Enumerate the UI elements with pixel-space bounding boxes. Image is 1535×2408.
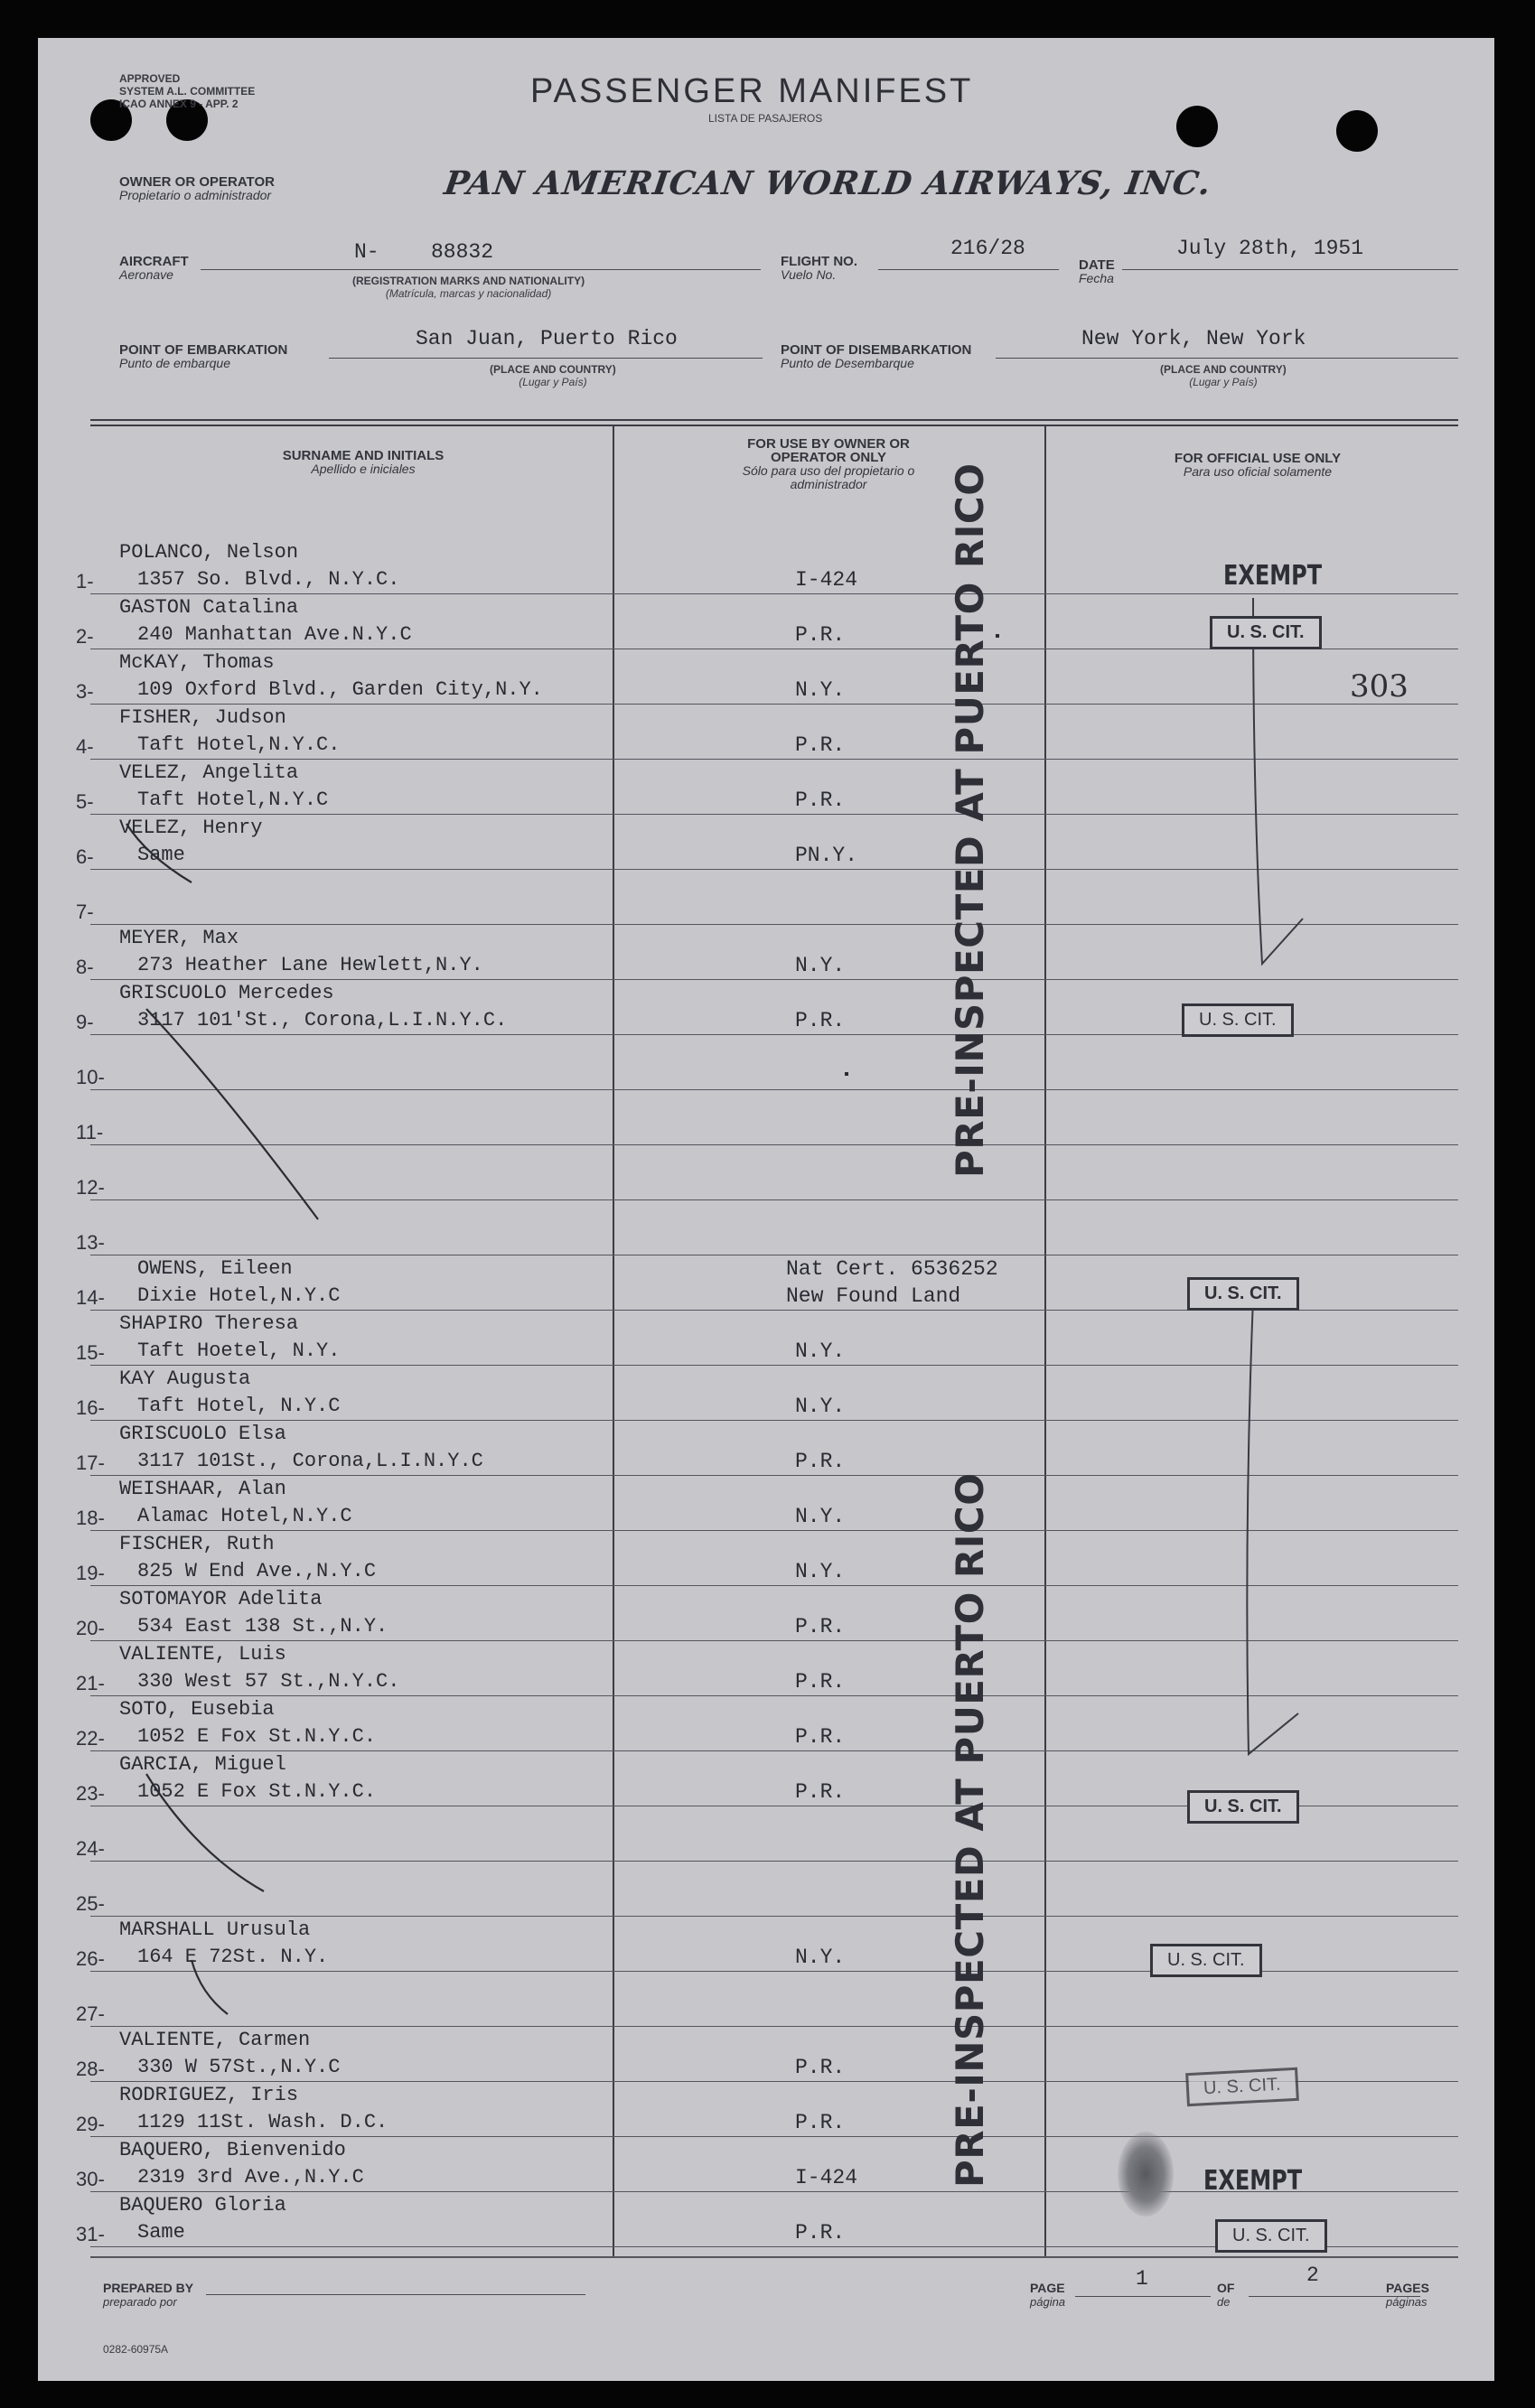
passenger-address: 1052 E Fox St.N.Y.C. — [137, 1780, 377, 1803]
bracket-line — [1247, 1298, 1298, 1754]
strike-line — [146, 1774, 264, 1891]
operator-use: N.Y. — [795, 1560, 846, 1583]
col-header-name: SURNAME AND INITIALS Apellido e iniciales — [282, 448, 445, 476]
row-number: 5- — [76, 790, 94, 813]
passenger-name: McKAY, Thomas — [119, 651, 275, 674]
embark-label: POINT OF EMBARKATION Punto de embarque — [119, 342, 288, 370]
operator-use: P.R. — [795, 789, 846, 812]
approval-line: ICAO ANNEX 9 - APP. 2 — [119, 98, 239, 110]
row-number: 4- — [76, 735, 94, 758]
operator-use: I-424 — [795, 2166, 858, 2189]
page-label: PAGE página — [1030, 2281, 1066, 2309]
passenger-address: Same — [137, 2221, 185, 2244]
preinspected-stamp: PRE-INSPECTED AT PUERTO RICO — [948, 1472, 992, 2188]
passenger-address: 3117 101'St., Corona,L.I.N.Y.C. — [137, 1009, 508, 1031]
operator-use: P.R. — [795, 2056, 846, 2079]
owner-name: PAN AMERICAN WORLD AIRWAYS, INC. — [442, 164, 1214, 202]
preinspected-stamp: PRE-INSPECTED AT PUERTO RICO — [948, 462, 992, 1178]
operator-use: P.R. — [795, 1780, 846, 1804]
row-number: 16- — [76, 1396, 105, 1419]
col-header-owner: FOR USE BY OWNER OR OPERATOR ONLY Sólo para uso del propietario o administrador — [742, 436, 915, 491]
passenger-address: Taft Hotel,N.Y.C. — [137, 733, 341, 756]
row-number: 28- — [76, 2058, 105, 2080]
passenger-name: VELEZ, Henry — [119, 817, 263, 839]
page-title: PASSENGER MANIFEST — [530, 72, 974, 110]
operator-use: P.R. — [795, 2111, 846, 2134]
passenger-name: RODRIGUEZ, Iris — [119, 2084, 299, 2106]
passenger-address: Same — [137, 844, 185, 866]
operator-use: PN.Y. — [795, 844, 858, 867]
operator-use: N.Y. — [795, 1339, 846, 1363]
aircraft-label: AIRCRAFT Aeronave — [119, 254, 189, 282]
strike-line — [146, 1009, 318, 1219]
passenger-address: 240 Manhattan Ave.N.Y.C — [137, 623, 412, 646]
passenger-name: GRISCUOLO Mercedes — [119, 982, 334, 1004]
operator-use: I-424 — [795, 568, 858, 592]
row-number: 14- — [76, 1286, 105, 1309]
operator-use: P.R. — [795, 1670, 846, 1694]
flight-label: FLIGHT NO. Vuelo No. — [781, 254, 857, 282]
passenger-name: VELEZ, Angelita — [119, 761, 299, 784]
row-number: 21- — [76, 1672, 105, 1694]
passenger-name: BAQUERO Gloria — [119, 2194, 286, 2217]
passenger-name: OWENS, Eileen — [137, 1257, 293, 1280]
pages-label: PAGES páginas — [1386, 2281, 1429, 2309]
exempt-stamp: EXEMPT — [1203, 2165, 1303, 2197]
operator-use: N.Y. — [795, 1946, 846, 1969]
row-number: 29- — [76, 2113, 105, 2135]
operator-use: N.Y. — [795, 954, 846, 977]
official-number: 303 — [1350, 668, 1409, 705]
operator-use: P.R. — [795, 623, 846, 647]
passenger-address: Taft Hoetel, N.Y. — [137, 1339, 341, 1362]
passenger-name: FISHER, Judson — [119, 706, 286, 729]
passenger-name: KAY Augusta — [119, 1367, 251, 1390]
row-number: 9- — [76, 1011, 94, 1033]
row-number: 3- — [76, 680, 94, 703]
row-number: 20- — [76, 1617, 105, 1639]
row-number: 27- — [76, 2002, 105, 2025]
operator-use: P.R. — [795, 1615, 846, 1638]
col-header-official: FOR OFFICIAL USE ONLY Para uso oficial solamente — [1174, 451, 1342, 479]
row-number: 13- — [76, 1231, 105, 1254]
us-cit-stamp: U. S. CIT. — [1187, 1790, 1299, 1824]
passenger-address: 273 Heather Lane Hewlett,N.Y. — [137, 954, 483, 976]
operator-use: P.R. — [795, 2221, 846, 2245]
passenger-address: 164 E 72St. N.Y. — [137, 1946, 329, 1968]
strike-line — [126, 824, 192, 882]
passenger-address: Dixie Hotel,N.Y.C — [137, 1284, 341, 1307]
row-number: 11- — [76, 1121, 104, 1143]
page-total: 2 — [1306, 2263, 1319, 2287]
manifest-page — [38, 38, 1494, 2381]
passenger-name: VALIENTE, Carmen — [119, 2029, 311, 2051]
bracket-line — [1253, 598, 1303, 964]
row-number: 19- — [76, 1562, 105, 1584]
us-cit-stamp: U. S. CIT. — [1215, 2219, 1327, 2253]
passenger-address: 2319 3rd Ave.,N.Y.C — [137, 2166, 364, 2189]
aircraft-prefix: N- — [354, 240, 379, 264]
operator-use: N.Y. — [795, 1505, 846, 1528]
us-cit-stamp: U. S. CIT. — [1182, 1003, 1294, 1037]
embark-caption: (PLACE AND COUNTRY) (Lugar y País) — [490, 363, 616, 388]
passenger-address: 534 East 138 St.,N.Y. — [137, 1615, 388, 1638]
row-number: 25- — [76, 1892, 105, 1915]
operator-use: P.R. — [795, 1450, 846, 1473]
row-number: 12- — [76, 1176, 105, 1199]
disembark-caption: (PLACE AND COUNTRY) (Lugar y País) — [1160, 363, 1287, 388]
row-number: 6- — [76, 845, 94, 868]
us-cit-stamp: U. S. CIT. — [1150, 1944, 1262, 1977]
passenger-address: Taft Hotel, N.Y.C — [137, 1395, 341, 1417]
prepared-by-label: PREPARED BY preparado por — [103, 2281, 194, 2309]
row-number: 24- — [76, 1837, 105, 1860]
passenger-address: 825 W End Ave.,N.Y.C — [137, 1560, 377, 1582]
passenger-address: 109 Oxford Blvd., Garden City,N.Y. — [137, 678, 543, 701]
passenger-name: MARSHALL Urusula — [119, 1918, 311, 1941]
us-cit-stamp: U. S. CIT. — [1210, 616, 1322, 649]
page-subtitle: LISTA DE PASAJEROS — [708, 112, 823, 125]
row-number: 7- — [76, 901, 94, 923]
passenger-name: VALIENTE, Luis — [119, 1643, 286, 1666]
page-number: 1 — [1136, 2267, 1148, 2291]
strike-line — [192, 1960, 228, 2014]
passenger-name: GARCIA, Miguel — [119, 1753, 286, 1776]
passenger-name: GRISCUOLO Elsa — [119, 1423, 286, 1445]
row-number: 15- — [76, 1341, 105, 1364]
row-number: 30- — [76, 2168, 105, 2190]
row-number: 22- — [76, 1727, 105, 1750]
form-code: 0282-60975A — [103, 2343, 169, 2356]
exempt-stamp: EXEMPT — [1223, 560, 1323, 592]
passenger-address: Alamac Hotel,N.Y.C — [137, 1505, 352, 1527]
passenger-name: SOTOMAYOR Adelita — [119, 1588, 323, 1610]
passenger-address: 330 W 57St.,N.Y.C — [137, 2056, 341, 2078]
flight-value: 216/28 — [950, 237, 1025, 260]
operator-use: P.R. — [795, 1009, 846, 1032]
approval-line: SYSTEM A.L. COMMITTEE — [119, 85, 256, 98]
disembark-value: New York, New York — [1081, 327, 1306, 350]
operator-use-line2: New Found Land — [786, 1284, 961, 1308]
strike-lines — [38, 38, 1494, 2381]
passenger-name: FISCHER, Ruth — [119, 1533, 275, 1555]
date-value: July 28th, 1951 — [1176, 237, 1364, 260]
approval-line: APPROVED — [119, 72, 181, 85]
row-number: 17- — [76, 1451, 105, 1474]
aircraft-caption: (REGISTRATION MARKS AND NATIONALITY) (Matrícula, marcas y nacionalidad) — [352, 275, 585, 300]
passenger-name: WEISHAAR, Alan — [119, 1478, 286, 1500]
passenger-address: 330 West 57 St.,N.Y.C. — [137, 1670, 400, 1693]
row-number: 8- — [76, 956, 94, 978]
us-cit-stamp: U. S. CIT. — [1187, 1277, 1299, 1311]
passenger-name: BAQUERO, Bienvenido — [119, 2139, 346, 2161]
row-number: 1- — [76, 570, 94, 593]
operator-use: N.Y. — [795, 678, 846, 702]
embark-value: San Juan, Puerto Rico — [416, 327, 678, 350]
of-label: OF de — [1217, 2281, 1235, 2309]
ink-smudge — [1118, 2132, 1174, 2217]
passenger-address: 1052 E Fox St.N.Y.C. — [137, 1725, 377, 1748]
row-number: 10- — [76, 1066, 105, 1088]
passenger-name: SHAPIRO Theresa — [119, 1312, 299, 1335]
passenger-address: 1129 11St. Wash. D.C. — [137, 2111, 388, 2133]
operator-use: N.Y. — [795, 1395, 846, 1418]
owner-label: OWNER OR OPERATOR Propietario o administrador — [119, 174, 275, 202]
row-number: 2- — [76, 625, 94, 648]
row-number: 26- — [76, 1947, 105, 1970]
passenger-address: 1357 So. Blvd., N.Y.C. — [137, 568, 400, 591]
row-number: 23- — [76, 1782, 105, 1805]
disembark-label: POINT OF DISEMBARKATION Punto de Desembarque — [781, 342, 972, 370]
row-number: 31- — [76, 2223, 105, 2245]
passenger-name: MEYER, Max — [119, 927, 239, 949]
passenger-address: 3117 101St., Corona,L.I.N.Y.C — [137, 1450, 483, 1472]
passenger-name: SOTO, Eusebia — [119, 1698, 275, 1721]
operator-use: Nat Cert. 6536252 — [786, 1257, 998, 1281]
operator-use: P.R. — [795, 1725, 846, 1749]
passenger-name: GASTON Catalina — [119, 596, 299, 619]
date-label: DATE Fecha — [1079, 257, 1115, 285]
row-number: 18- — [76, 1507, 105, 1529]
passenger-name: POLANCO, Nelson — [119, 541, 299, 564]
us-cit-stamp: U. S. CIT. — [1185, 2067, 1298, 2106]
operator-use: P.R. — [795, 733, 846, 757]
aircraft-value: 88832 — [431, 240, 494, 264]
passenger-address: Taft Hotel,N.Y.C — [137, 789, 329, 811]
